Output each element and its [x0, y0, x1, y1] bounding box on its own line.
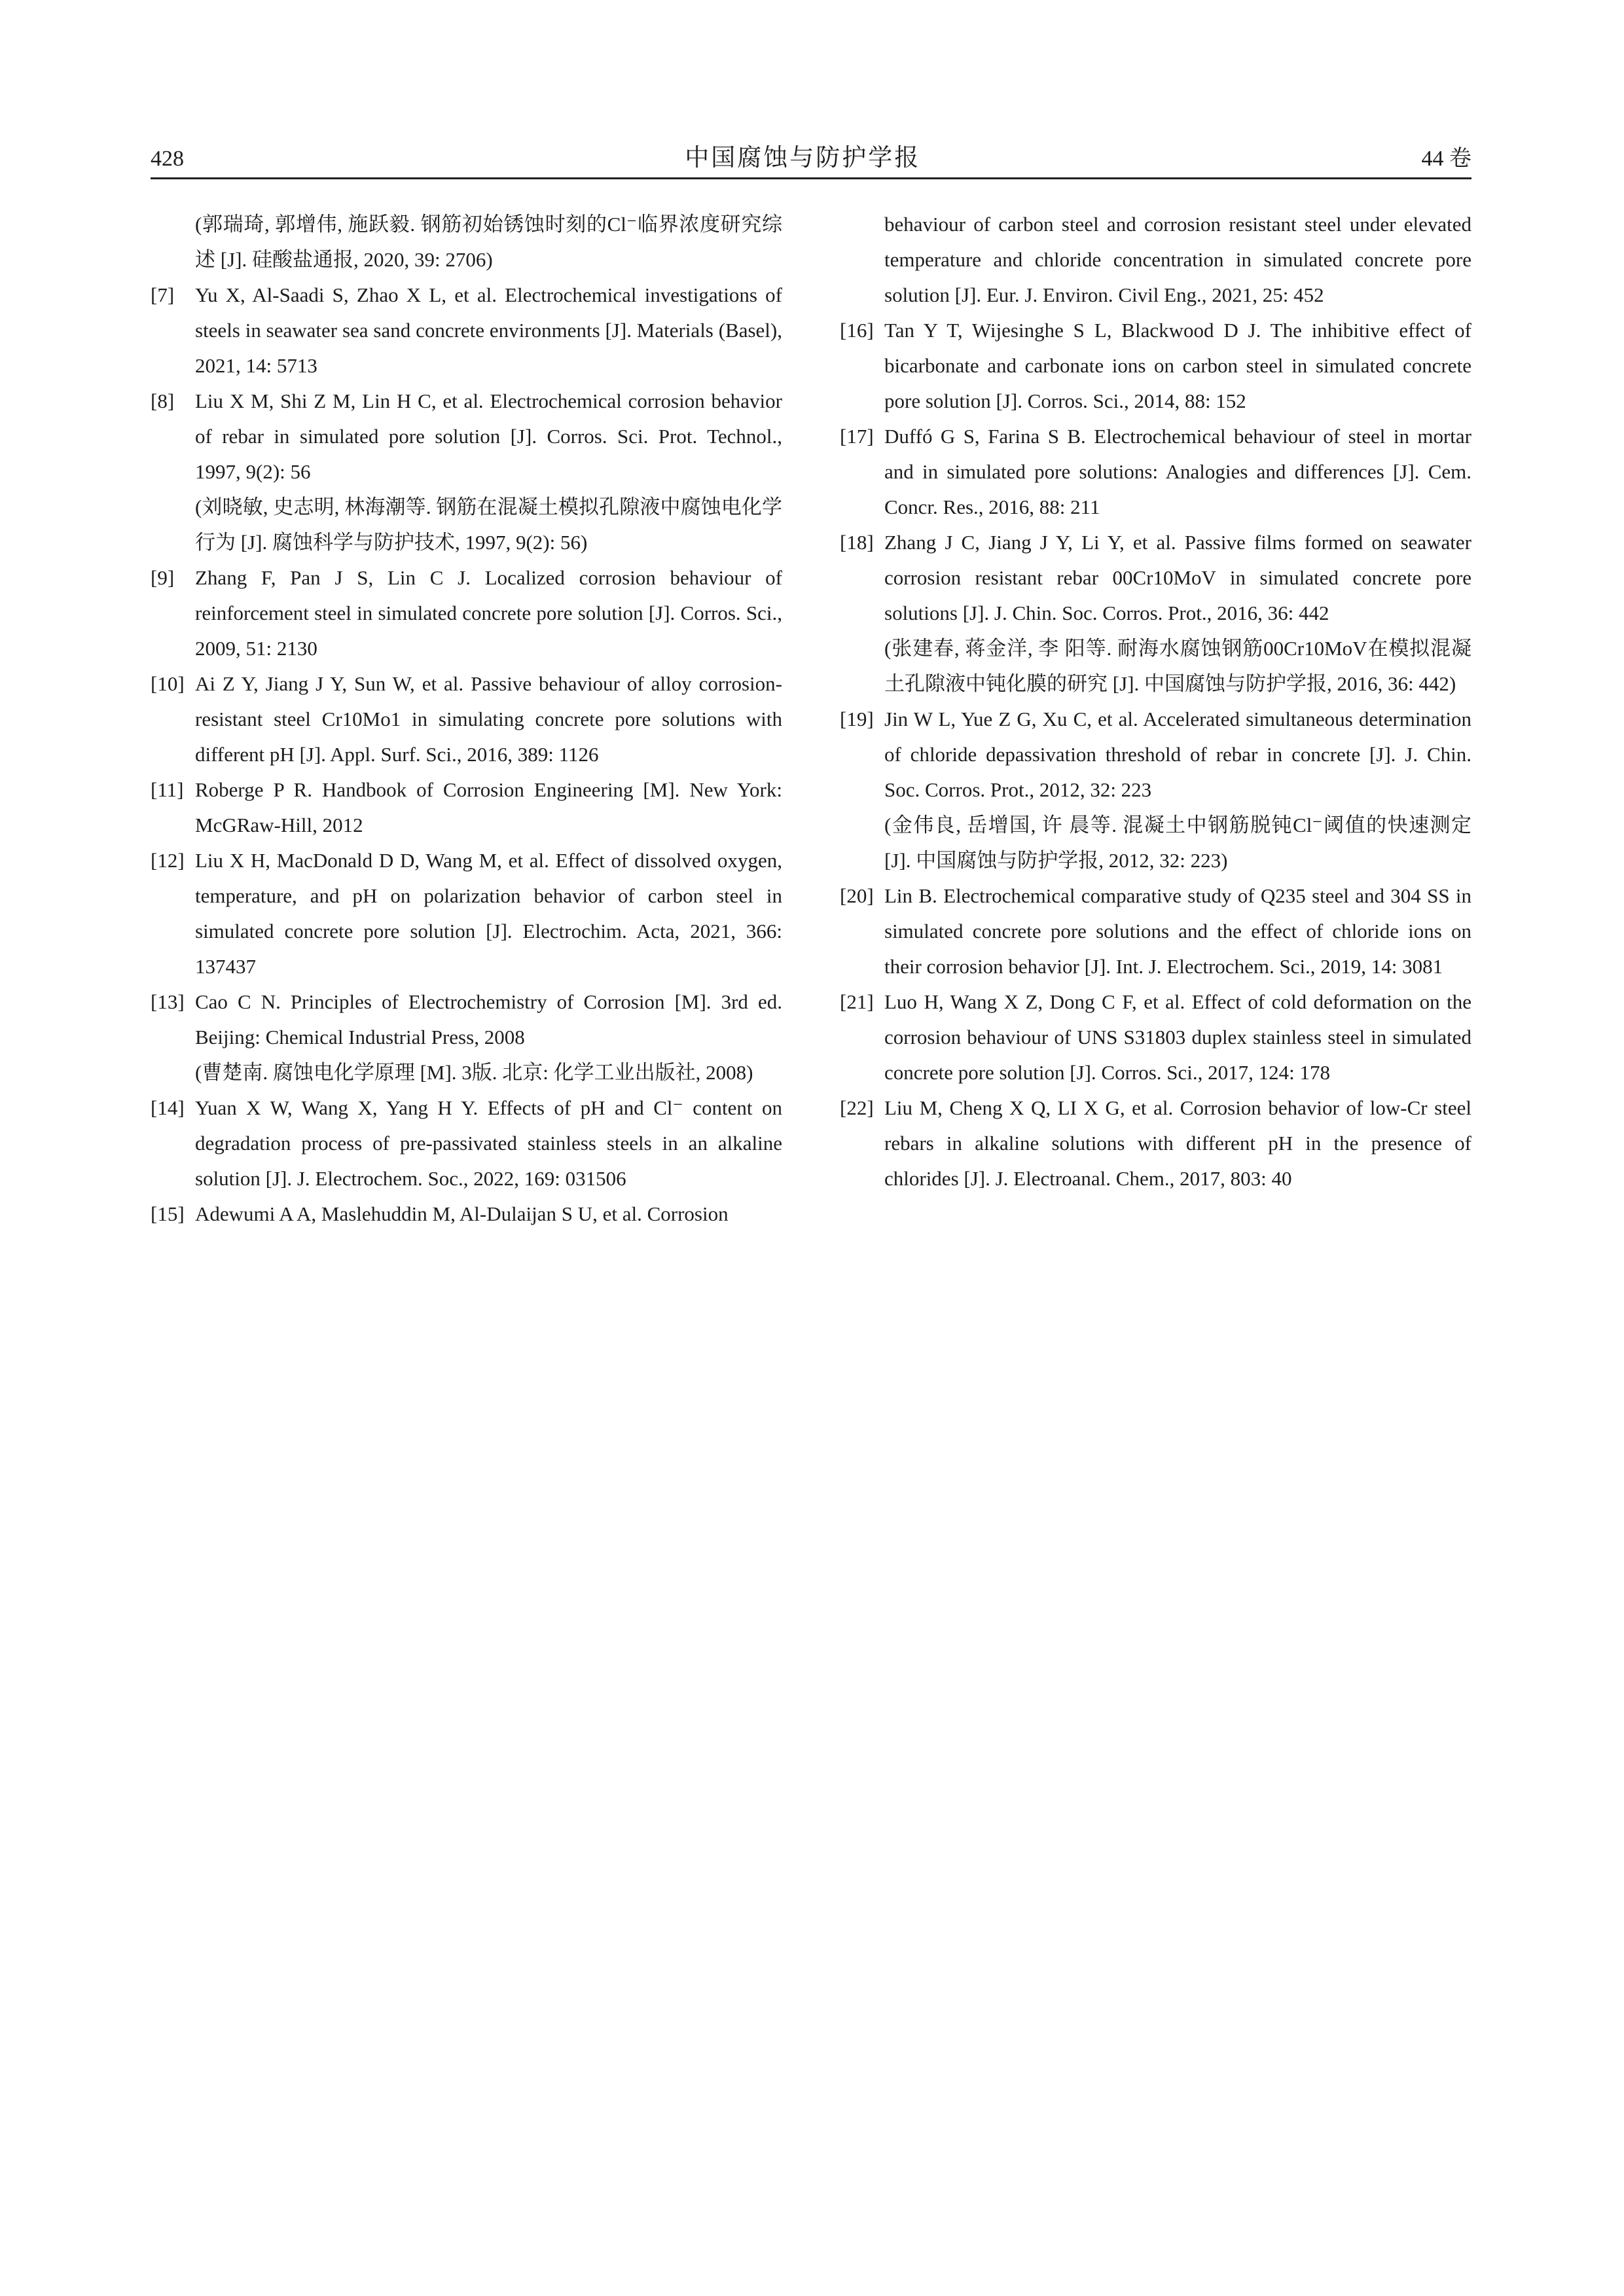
reference-label: [21]	[840, 990, 874, 1013]
reference-text	[195, 384, 782, 560]
reference-entry	[840, 984, 1471, 1090]
reference-entry	[151, 1090, 782, 1196]
reference-entry	[151, 772, 782, 843]
reference-paragraph: Yuan X W, Wang X, Yang H Y. Effects of pH and Cl⁻ content on degradation process of pre-passivated stainless steels in an alkaline solution [J]. J. Electrochem. Soc., 2022, 169: 031506	[195, 1096, 782, 1190]
reference-label: [14]	[151, 1096, 185, 1119]
reference-entry	[840, 313, 1471, 419]
reference-text	[195, 560, 782, 666]
page-header	[151, 137, 1471, 173]
reference-paragraph: Tan Y T, Wijesinghe S L, Blackwood D J. The inhibitive effect of bicarbonate and carbonate ions on carbon steel in simulated concrete pore solution [J]. Corros. Sci., 2014, 88: 152	[884, 319, 1471, 412]
reference-label: [12]	[151, 849, 185, 872]
reference-paragraph: Cao C N. Principles of Electrochemistry of Corrosion [M]. 3rd ed. Beijing: Chemical Industrial Press, 2008	[195, 990, 782, 1049]
reference-entry	[151, 984, 782, 1090]
references-left-column	[151, 207, 782, 1232]
reference-text	[884, 702, 1471, 878]
reference-paragraph: Liu X M, Shi Z M, Lin H C, et al. Electrochemical corrosion behavior of rebar in simulated pore solution [J]. Corros. Sci. Prot. Technol., 1997, 9(2): 56	[195, 389, 782, 483]
reference-label: [19]	[840, 708, 874, 730]
reference-text	[195, 843, 782, 984]
reference-text	[195, 1196, 782, 1232]
reference-paragraph: (金伟良, 岳增国, 许 晨等. 混凝土中钢筋脱钝Cl⁻阈值的快速测定 [J]. 中国腐蚀与防护学报, 2012, 32: 223)	[884, 814, 1471, 872]
reference-paragraph: Lin B. Electrochemical comparative study of Q235 steel and 304 SS in simulated concrete pore solutions and the effect of chloride ions on their corrosion behavior [J]. Int. J. Electrochem. Sci., 2019, 14: 3081	[884, 884, 1471, 978]
reference-text	[884, 313, 1471, 419]
reference-text	[195, 666, 782, 772]
reference-entry	[151, 560, 782, 666]
reference-text	[884, 984, 1471, 1090]
reference-label: [10]	[151, 672, 185, 695]
reference-entry	[151, 278, 782, 384]
reference-entry	[151, 1196, 782, 1232]
journal-title: 中国腐蚀与防护学报	[685, 145, 921, 171]
reference-label: [7]	[151, 283, 175, 306]
reference-text	[195, 984, 782, 1090]
reference-paragraph: Jin W L, Yue Z G, Xu C, et al. Accelerated simultaneous determination of chloride depassivation threshold of rebar in concrete [J]. J. Chin. Soc. Corros. Prot., 2012, 32: 223	[884, 708, 1471, 801]
reference-paragraph: Yu X, Al-Saadi S, Zhao X L, et al. Electrochemical investigations of steels in seawater sea sand concrete environments [J]. Materials (Basel), 2021, 14: 5713	[195, 283, 782, 377]
reference-text	[884, 878, 1471, 984]
reference-label: [22]	[840, 1096, 874, 1119]
reference-paragraph: Ai Z Y, Jiang J Y, Sun W, et al. Passive behaviour of alloy corrosion-resistant steel Cr10Mo1 in simulating concrete pore solutions with different pH [J]. Appl. Surf. Sci., 2016, 389: 1126	[195, 672, 782, 766]
reference-paragraph: Roberge P R. Handbook of Corrosion Engineering [M]. New York: McGRaw-Hill, 2012	[195, 778, 782, 836]
reference-text	[884, 1090, 1471, 1196]
reference-paragraph: (张建春, 蒋金洋, 李 阳等. 耐海水腐蚀钢筋00Cr10MoV在模拟混凝土孔隙液中钝化膜的研究 [J]. 中国腐蚀与防护学报, 2016, 36: 442)	[884, 637, 1471, 695]
reference-entry	[151, 384, 782, 560]
reference-text	[195, 1090, 782, 1196]
header-divider	[151, 177, 1471, 179]
reference-entry	[840, 419, 1471, 525]
reference-entry	[151, 207, 782, 278]
reference-text	[884, 525, 1471, 702]
reference-entry	[840, 878, 1471, 984]
reference-label: [13]	[151, 990, 185, 1013]
reference-paragraph: Luo H, Wang X Z, Dong C F, et al. Effect of cold deformation on the corrosion behaviour of UNS S31803 duplex stainless steel in simulated concrete pore solution [J]. Corros. Sci., 2017, 124: 178	[884, 990, 1471, 1084]
reference-paragraph: (郭瑞琦, 郭增伟, 施跃毅. 钢筋初始锈蚀时刻的Cl⁻临界浓度研究综述 [J]. 硅酸盐通报, 2020, 39: 2706)	[195, 213, 782, 271]
reference-entry	[840, 207, 1471, 313]
reference-label: [11]	[151, 778, 184, 801]
reference-label: [9]	[151, 566, 175, 589]
references-section	[151, 207, 1471, 1232]
reference-entry	[840, 525, 1471, 702]
reference-paragraph: Duffó G S, Farina S B. Electrochemical behaviour of steel in mortar and in simulated pore solutions: Analogies and differences [J]. Cem. Concr. Res., 2016, 88: 211	[884, 425, 1471, 518]
page-number: 428	[151, 147, 184, 171]
reference-label: [15]	[151, 1202, 185, 1225]
reference-paragraph: (刘晓敏, 史志明, 林海潮等. 钢筋在混凝土模拟孔隙液中腐蚀电化学行为 [J]. 腐蚀科学与防护技术, 1997, 9(2): 56)	[195, 495, 782, 554]
reference-entry	[840, 702, 1471, 878]
references-right-column	[840, 207, 1471, 1232]
reference-text	[884, 419, 1471, 525]
reference-label: [17]	[840, 425, 874, 448]
reference-entry	[151, 843, 782, 984]
reference-paragraph: Zhang F, Pan J S, Lin C J. Localized corrosion behaviour of reinforcement steel in simulated concrete pore solution [J]. Corros. Sci., 2009, 51: 2130	[195, 566, 782, 660]
reference-label: [16]	[840, 319, 874, 342]
reference-text	[195, 772, 782, 843]
reference-label: [20]	[840, 884, 874, 907]
reference-label: [18]	[840, 531, 874, 554]
reference-label: [8]	[151, 389, 175, 412]
reference-paragraph: Zhang J C, Jiang J Y, Li Y, et al. Passive films formed on seawater corrosion resistant rebar 00Cr10MoV in simulated concrete pore solutions [J]. J. Chin. Soc. Corros. Prot., 2016, 36: 442	[884, 531, 1471, 624]
reference-paragraph: Liu X H, MacDonald D D, Wang M, et al. Effect of dissolved oxygen, temperature, and pH on polarization behavior of carbon steel in simulated concrete pore solution [J]. Electrochim. Acta, 2021, 366: 137437	[195, 849, 782, 978]
reference-entry	[151, 666, 782, 772]
reference-paragraph: Adewumi A A, Maslehuddin M, Al-Dulaijan S U, et al. Corrosion	[195, 1202, 729, 1225]
reference-text	[195, 207, 782, 278]
reference-paragraph: behaviour of carbon steel and corrosion resistant steel under elevated temperature and chloride concentration in simulated concrete pore solution [J]. Eur. J. Environ. Civil Eng., 2021, 25: 452	[884, 213, 1471, 306]
reference-text	[195, 278, 782, 384]
reference-text	[884, 207, 1471, 313]
reference-entry	[840, 1090, 1471, 1196]
reference-paragraph: Liu M, Cheng X Q, LI X G, et al. Corrosion behavior of low-Cr steel rebars in alkaline solutions with different pH in the presence of chlorides [J]. J. Electroanal. Chem., 2017, 803: 40	[884, 1096, 1471, 1190]
reference-paragraph: (曹楚南. 腐蚀电化学原理 [M]. 3版. 北京: 化学工业出版社, 2008)	[195, 1061, 753, 1084]
volume-label: 44 卷	[1421, 147, 1471, 171]
